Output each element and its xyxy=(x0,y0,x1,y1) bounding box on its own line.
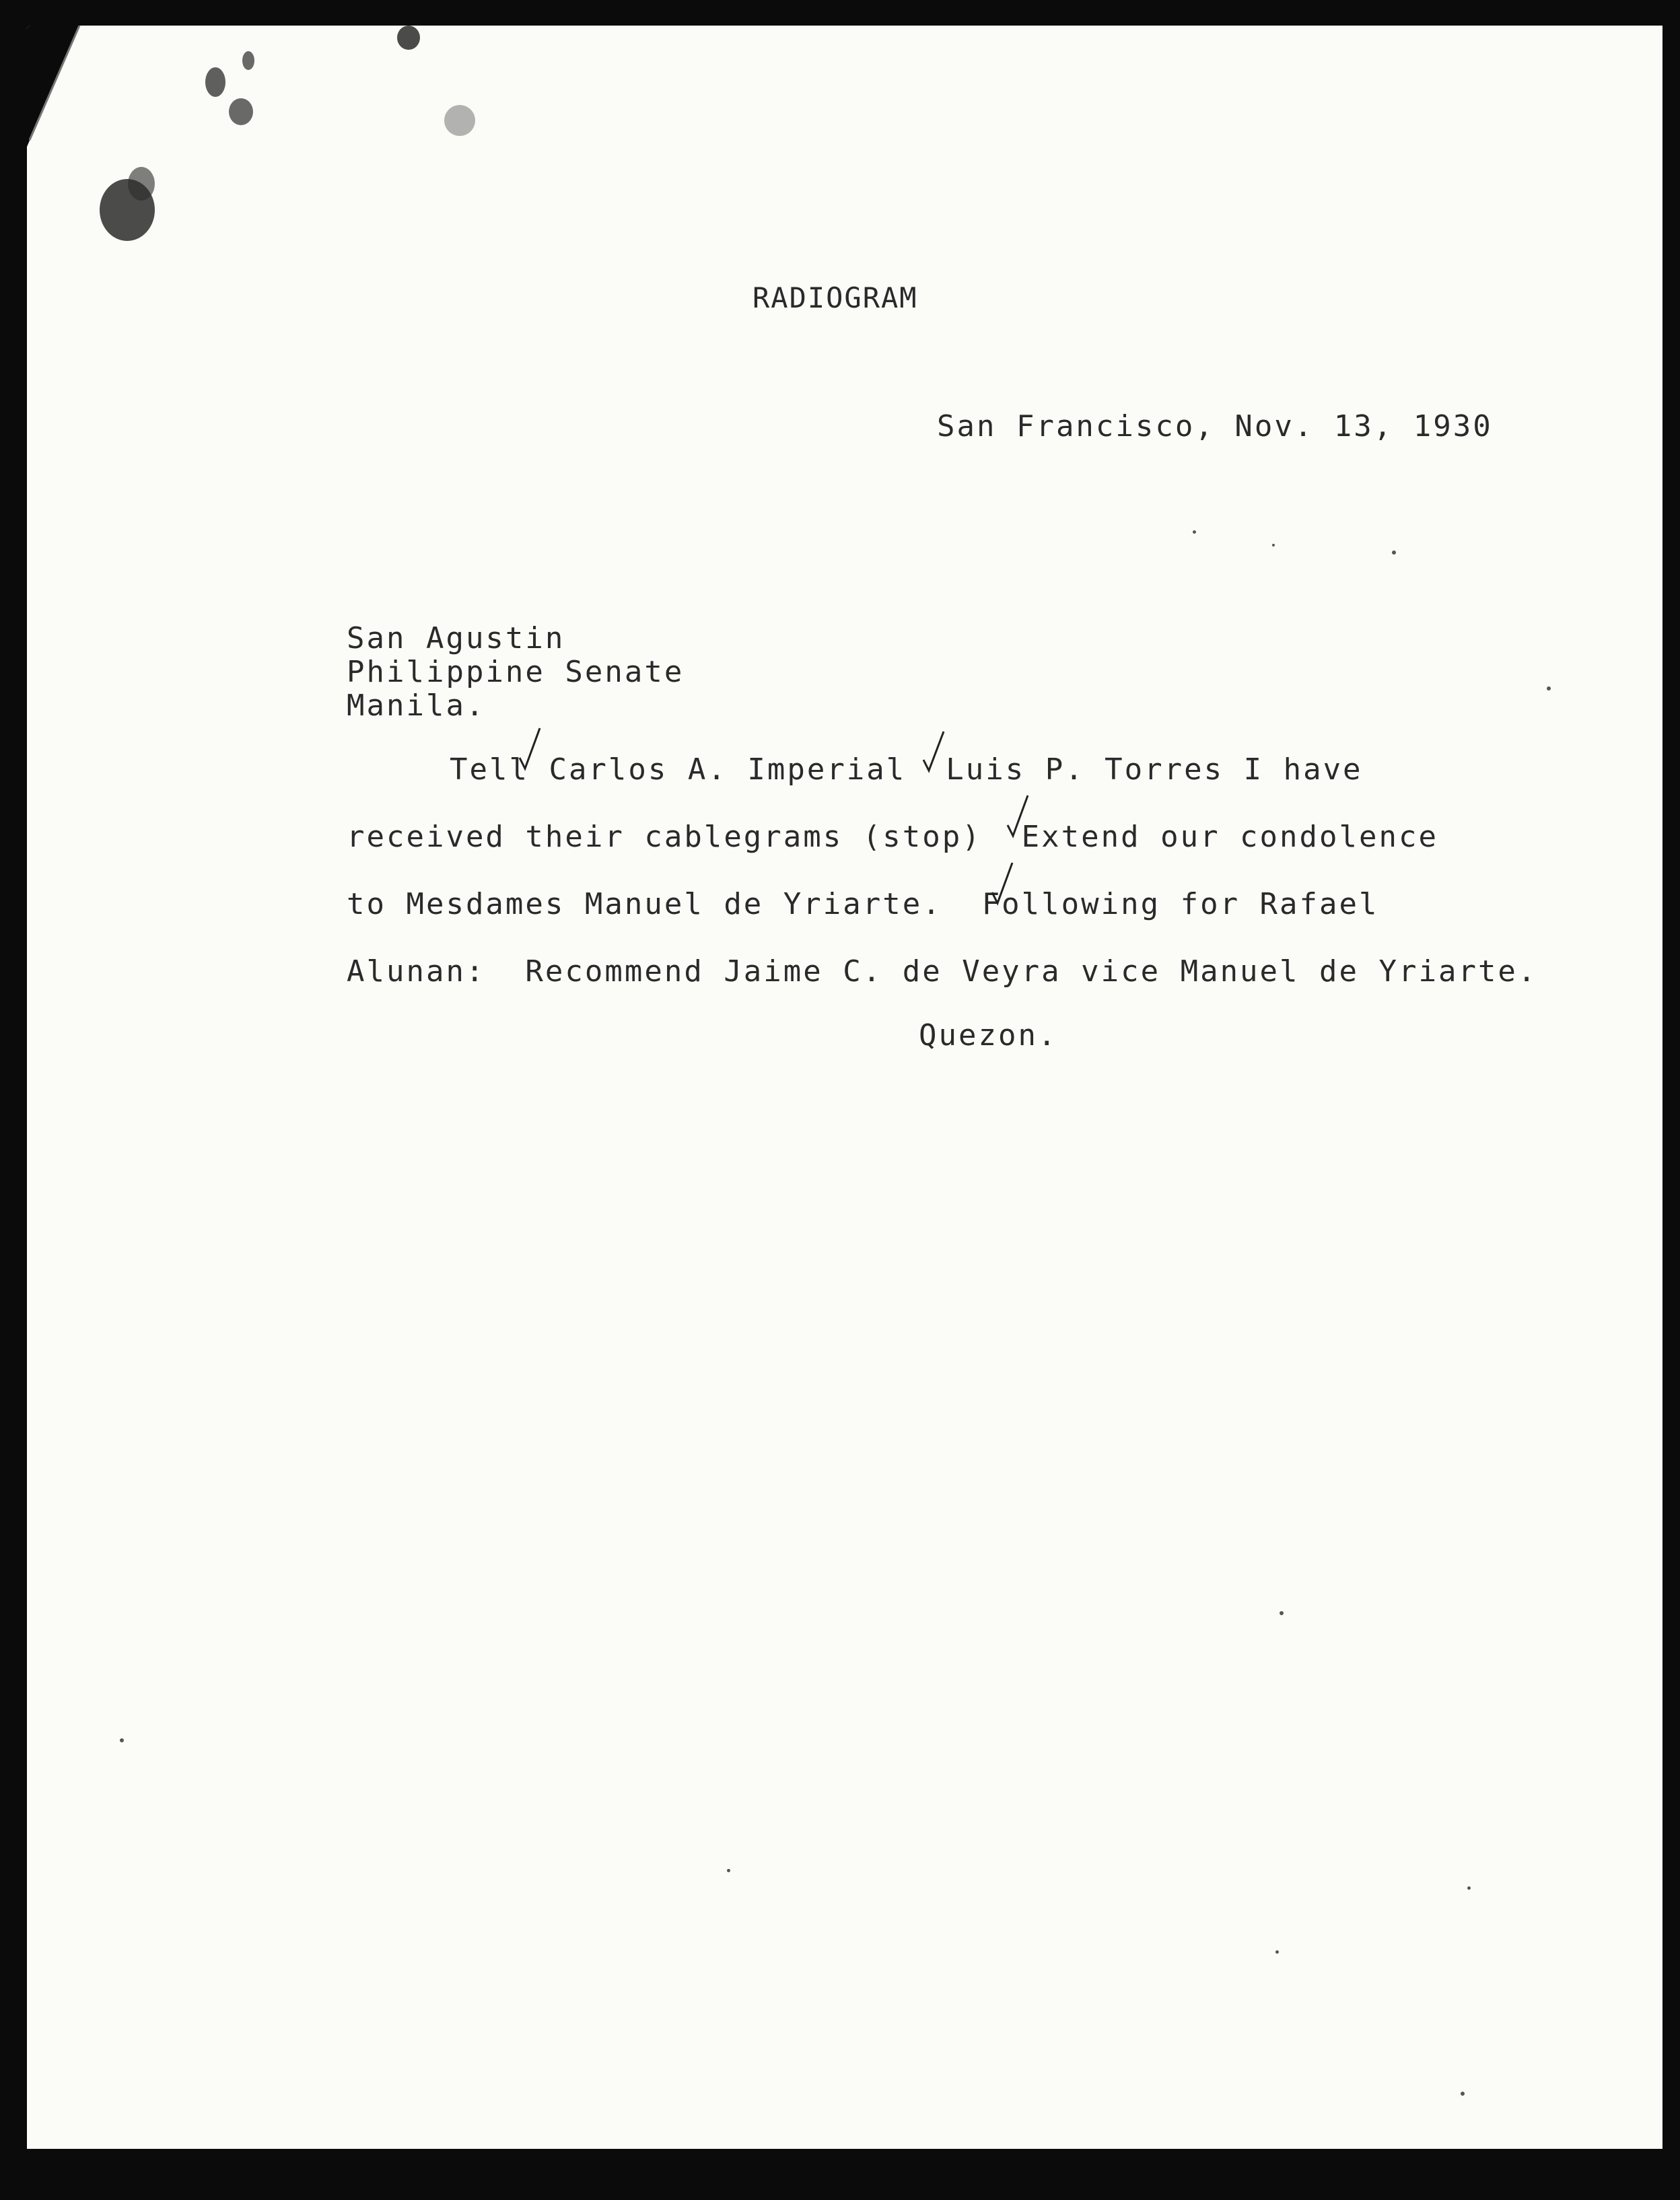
check-mark-icon xyxy=(1006,793,1029,840)
ink-stain xyxy=(444,105,475,136)
ink-stain xyxy=(128,167,155,201)
paper-speck xyxy=(1193,530,1196,534)
paper-speck xyxy=(1272,544,1275,546)
check-mark-icon xyxy=(991,860,1014,907)
paper-speck xyxy=(1461,2092,1465,2096)
paper-speck xyxy=(1467,1886,1471,1890)
address-line-organization: Philippine Senate xyxy=(347,655,685,689)
paper-speck xyxy=(727,1869,730,1872)
address-line-name: San Agustin xyxy=(347,621,565,655)
paper-speck xyxy=(120,1738,124,1742)
dateline: San Francisco, Nov. 13, 1930 xyxy=(937,409,1493,443)
message-line-3: to Mesdames Manuel de Yriarte. Following for Rafael xyxy=(347,887,1379,921)
message-line-2: received their cablegrams (stop) Extend our condolence xyxy=(347,820,1438,854)
scan-bottom-edge xyxy=(0,2149,1680,2200)
paper-sheet xyxy=(27,26,1663,2149)
message-line-4: Alunan: Recommend Jaime C. de Veyra vice Manuel de Yriarte. xyxy=(347,954,1538,989)
check-mark-icon xyxy=(922,729,945,776)
paper-speck xyxy=(1280,1611,1284,1615)
paper-speck xyxy=(1275,1950,1279,1954)
document-title: RADIOGRAM xyxy=(753,281,918,314)
ink-stain xyxy=(397,26,420,50)
check-mark-icon xyxy=(518,725,541,773)
folded-corner xyxy=(27,26,108,147)
ink-stain xyxy=(229,98,253,125)
ink-stain xyxy=(205,67,225,97)
paper-speck xyxy=(1392,551,1396,555)
paper-speck xyxy=(1547,686,1551,690)
message-line-1: Tell Carlos A. Imperial Luis P. Torres I have xyxy=(450,752,1363,787)
signature: Quezon. xyxy=(919,1018,1058,1053)
ink-stain xyxy=(242,51,254,70)
address-line-city: Manila. xyxy=(347,688,486,723)
